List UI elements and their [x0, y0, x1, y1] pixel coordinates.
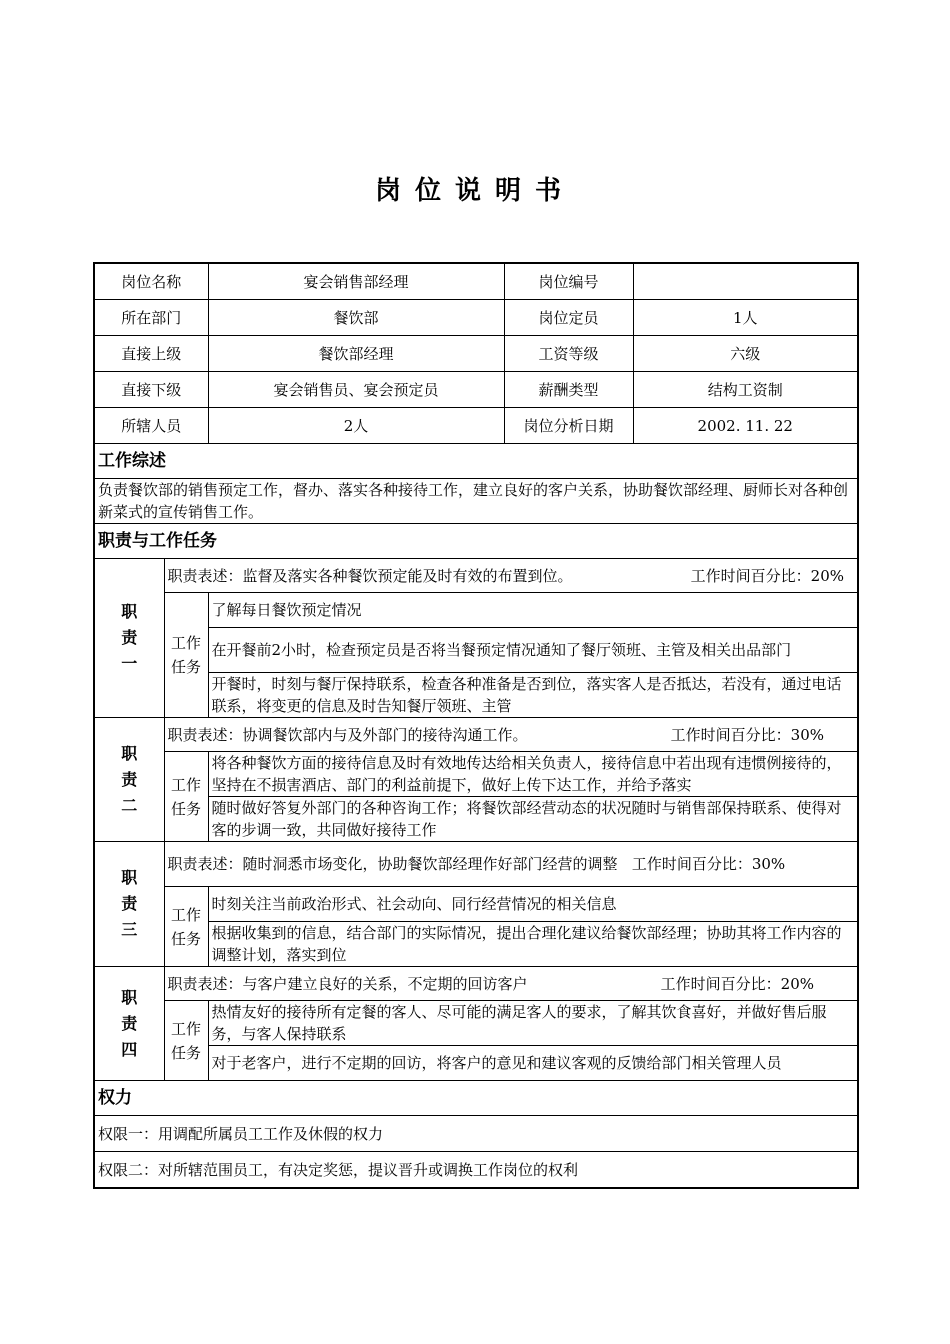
info-key: 岗位定员	[504, 300, 633, 336]
duty-label: 职责二	[94, 718, 164, 842]
info-value: 六级	[633, 336, 858, 372]
info-value	[633, 263, 858, 300]
info-key: 岗位名称	[94, 263, 208, 300]
info-value: 宴会销售员、宴会预定员	[208, 372, 504, 408]
duty-statement-row	[94, 967, 858, 1001]
duty-statement	[164, 967, 858, 1001]
duty-statement-row	[94, 842, 858, 887]
info-row	[94, 263, 858, 300]
task-item: 对于老客户，进行不定期的回访，将客户的意见和建议客观的反馈给部门相关管理人员	[208, 1046, 858, 1081]
info-row	[94, 336, 858, 372]
task-label: 工作任务	[164, 752, 208, 842]
duty-label: 职责四	[94, 967, 164, 1081]
info-value: 宴会销售部经理	[208, 263, 504, 300]
section-heading-duties: 职责与工作任务	[94, 524, 858, 559]
task-item: 在开餐前2小时，检查预定员是否将当餐预定情况通知了餐厅领班、主管及相关出品部门	[208, 628, 858, 673]
task-item: 随时做好答复外部门的各种咨询工作；将餐饮部经营动态的状况随时与销售部保持联系、使得对客的步调一致，共同做好接待工作	[208, 797, 858, 842]
task-item: 将各种餐饮方面的接待信息及时有效地传达给相关负责人，接待信息中若出现有违惯例接待的，坚持在不损害酒店、部门的利益前提下，做好上传下达工作，并给予落实	[208, 752, 858, 797]
duty-statement	[164, 718, 858, 752]
info-key: 直接上级	[94, 336, 208, 372]
work-time-percent: 工作时间百分比：30%	[631, 855, 786, 873]
task-label: 工作任务	[164, 593, 208, 718]
duty-statement	[164, 559, 858, 593]
task-item: 了解每日餐饮预定情况	[208, 593, 858, 628]
duty-statement-text: 职责表述：随时洞悉市场变化，协助餐饮部经理作好部门经营的调整	[167, 855, 618, 873]
info-value: 结构工资制	[633, 372, 858, 408]
task-item: 根据收集到的信息，结合部门的实际情况，提出合理化建议给餐饮部经理；协助其将工作内容的调整计划，落实到位	[208, 922, 858, 967]
duty-statement-row	[94, 718, 858, 752]
info-value: 餐饮部	[208, 300, 504, 336]
info-row	[94, 408, 858, 444]
info-value: 餐饮部经理	[208, 336, 504, 372]
duty-statement-text: 职责表述：监督及落实各种餐饮预定能及时有效的布置到位。	[167, 566, 573, 585]
summary-text: 负责餐饮部的销售预定工作，督办、落实各种接待工作，建立良好的客户关系，协助餐饮部经理、厨师长对各种创新菜式的宣传销售工作。	[94, 479, 858, 524]
info-key: 岗位编号	[504, 263, 633, 300]
task-item: 时刻关注当前政治形式、社会动向、同行经营情况的相关信息	[208, 887, 858, 922]
work-time-percent: 工作时间百分比：20%	[660, 974, 815, 993]
document-title: 岗位说明书	[374, 176, 575, 206]
authority-item: 权限二：对所辖范围员工，有决定奖惩，提议晋升或调换工作岗位的权利	[94, 1152, 858, 1189]
info-key: 工资等级	[504, 336, 633, 372]
section-heading-summary: 工作综述	[94, 444, 858, 479]
duty-statement-text: 职责表述：与客户建立良好的关系，不定期的回访客户	[167, 974, 528, 993]
info-key: 薪酬类型	[504, 372, 633, 408]
info-key: 岗位分析日期	[504, 408, 633, 444]
task-item: 开餐时，时刻与餐厅保持联系，检查各种准备是否到位，落实客人是否抵达，若没有，通过电话联系，将变更的信息及时告知餐厅领班、主管	[208, 673, 858, 718]
work-time-percent: 工作时间百分比：30%	[670, 725, 825, 744]
job-description-form	[93, 262, 857, 1189]
task-label: 工作任务	[164, 1001, 208, 1081]
duty-statement-text: 职责表述：协调餐饮部内与及外部门的接待沟通工作。	[167, 725, 528, 744]
info-key: 所在部门	[94, 300, 208, 336]
section-heading-authority: 权力	[94, 1081, 858, 1116]
info-key: 所辖人员	[94, 408, 208, 444]
info-key: 直接下级	[94, 372, 208, 408]
task-item: 热情友好的接待所有定餐的客人、尽可能的满足客人的要求，了解其饮食喜好，并做好售后服务，与客人保持联系	[208, 1001, 858, 1046]
info-row	[94, 372, 858, 408]
work-time-percent: 工作时间百分比：20%	[690, 566, 845, 585]
task-label: 工作任务	[164, 887, 208, 967]
info-value: 2002. 11. 22	[633, 408, 858, 444]
duty-statement	[164, 842, 858, 887]
info-value: 2人	[208, 408, 504, 444]
authority-item: 权限一：用调配所属员工工作及休假的权力	[94, 1116, 858, 1152]
info-row	[94, 300, 858, 336]
duty-label: 职责三	[94, 842, 164, 967]
duty-statement-row	[94, 559, 858, 593]
info-value: 1人	[633, 300, 858, 336]
duty-label: 职责一	[94, 559, 164, 718]
